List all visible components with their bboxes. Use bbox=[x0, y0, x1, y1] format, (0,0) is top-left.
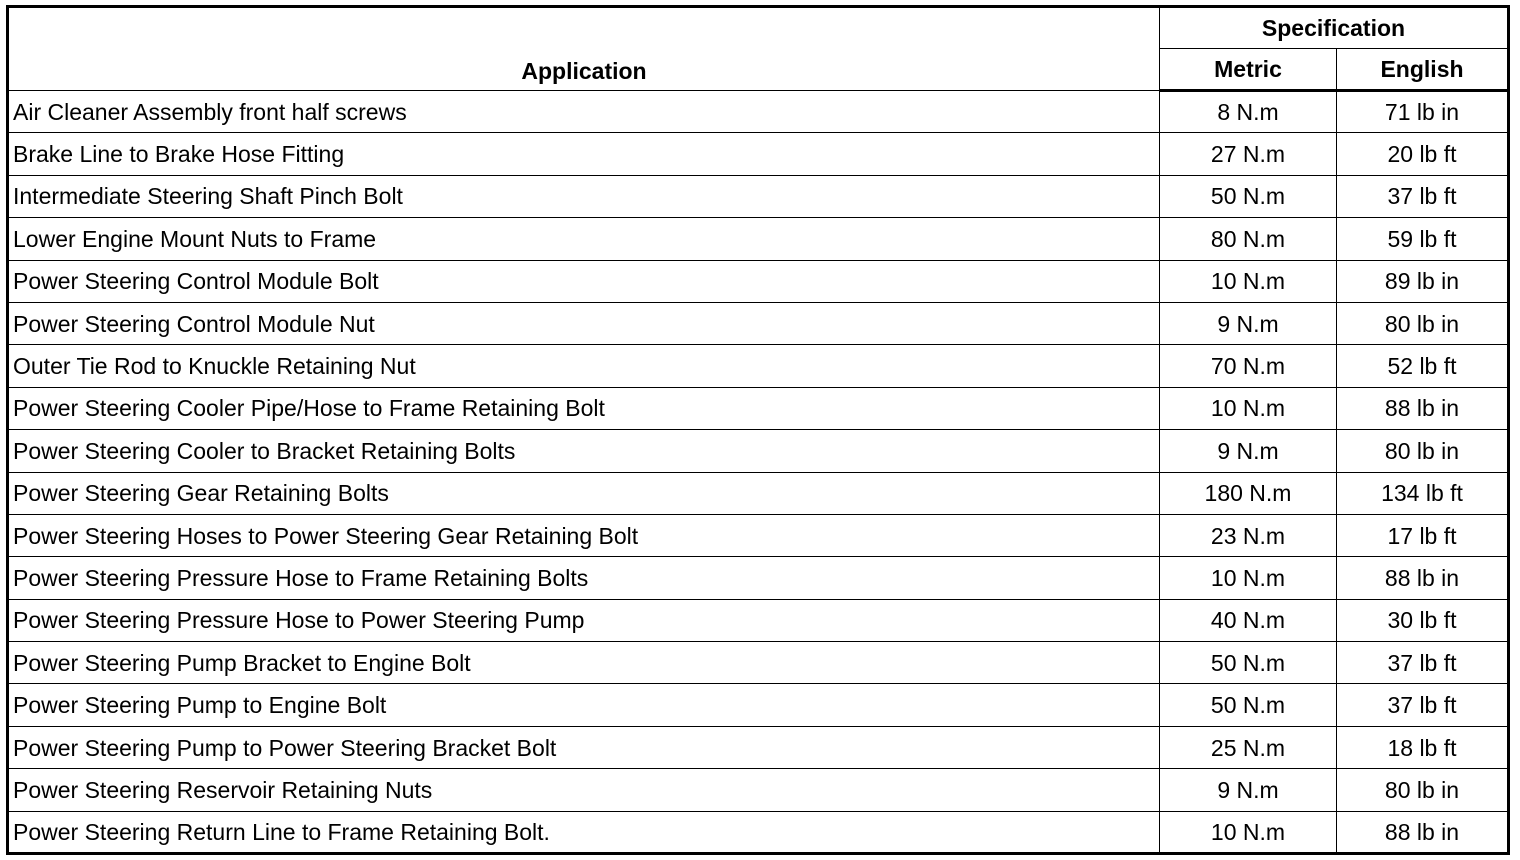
metric-column-header: Metric bbox=[1160, 49, 1337, 91]
application-cell: Power Steering Reservoir Retaining Nuts bbox=[8, 769, 1160, 811]
english-value-cell: 88 lb in bbox=[1337, 557, 1509, 599]
application-cell: Power Steering Return Line to Frame Retaining Bolt. bbox=[8, 811, 1160, 853]
table-row bbox=[8, 514, 1509, 556]
english-value-cell: 37 lb ft bbox=[1337, 642, 1509, 684]
table-row bbox=[8, 302, 1509, 344]
application-cell: Power Steering Pressure Hose to Power Steering Pump bbox=[8, 599, 1160, 641]
application-cell: Power Steering Control Module Nut bbox=[8, 302, 1160, 344]
table-row bbox=[8, 260, 1509, 302]
metric-value-cell: 10 N.m bbox=[1160, 811, 1337, 853]
english-value-cell: 88 lb in bbox=[1337, 387, 1509, 429]
application-cell: Power Steering Cooler Pipe/Hose to Frame Retaining Bolt bbox=[8, 387, 1160, 429]
metric-value-cell: 9 N.m bbox=[1160, 302, 1337, 344]
metric-value-cell: 10 N.m bbox=[1160, 557, 1337, 599]
english-value-cell: 88 lb in bbox=[1337, 811, 1509, 853]
fastener-specification-table bbox=[6, 5, 1510, 855]
table-body bbox=[8, 91, 1509, 854]
application-cell: Power Steering Pump to Power Steering Bracket Bolt bbox=[8, 726, 1160, 768]
table-row bbox=[8, 769, 1509, 811]
metric-value-cell: 23 N.m bbox=[1160, 514, 1337, 556]
metric-value-cell: 40 N.m bbox=[1160, 599, 1337, 641]
table-row bbox=[8, 133, 1509, 175]
application-cell: Power Steering Hoses to Power Steering Gear Retaining Bolt bbox=[8, 514, 1160, 556]
header-row-top bbox=[8, 7, 1509, 49]
table-row bbox=[8, 175, 1509, 217]
table-row bbox=[8, 91, 1509, 133]
english-column-header: English bbox=[1337, 49, 1509, 91]
application-cell: Power Steering Control Module Bolt bbox=[8, 260, 1160, 302]
metric-value-cell: 50 N.m bbox=[1160, 642, 1337, 684]
application-cell: Lower Engine Mount Nuts to Frame bbox=[8, 218, 1160, 260]
table-row bbox=[8, 387, 1509, 429]
english-value-cell: 52 lb ft bbox=[1337, 345, 1509, 387]
specification-column-header: Specification bbox=[1160, 7, 1509, 49]
english-value-cell: 37 lb ft bbox=[1337, 175, 1509, 217]
table-row bbox=[8, 218, 1509, 260]
metric-value-cell: 9 N.m bbox=[1160, 769, 1337, 811]
application-cell: Intermediate Steering Shaft Pinch Bolt bbox=[8, 175, 1160, 217]
metric-value-cell: 180 N.m bbox=[1160, 472, 1337, 514]
metric-value-cell: 80 N.m bbox=[1160, 218, 1337, 260]
table-row bbox=[8, 472, 1509, 514]
english-value-cell: 80 lb in bbox=[1337, 769, 1509, 811]
table-row bbox=[8, 599, 1509, 641]
application-cell: Brake Line to Brake Hose Fitting bbox=[8, 133, 1160, 175]
metric-value-cell: 50 N.m bbox=[1160, 684, 1337, 726]
english-value-cell: 80 lb in bbox=[1337, 302, 1509, 344]
application-cell: Power Steering Pump Bracket to Engine Bolt bbox=[8, 642, 1160, 684]
application-cell: Power Steering Pressure Hose to Frame Retaining Bolts bbox=[8, 557, 1160, 599]
metric-value-cell: 25 N.m bbox=[1160, 726, 1337, 768]
metric-value-cell: 27 N.m bbox=[1160, 133, 1337, 175]
english-value-cell: 18 lb ft bbox=[1337, 726, 1509, 768]
english-value-cell: 80 lb in bbox=[1337, 430, 1509, 472]
metric-value-cell: 9 N.m bbox=[1160, 430, 1337, 472]
english-value-cell: 17 lb ft bbox=[1337, 514, 1509, 556]
english-value-cell: 59 lb ft bbox=[1337, 218, 1509, 260]
table-row bbox=[8, 430, 1509, 472]
application-cell: Power Steering Pump to Engine Bolt bbox=[8, 684, 1160, 726]
application-cell: Air Cleaner Assembly front half screws bbox=[8, 91, 1160, 133]
table-row bbox=[8, 557, 1509, 599]
application-cell: Power Steering Cooler to Bracket Retaining Bolts bbox=[8, 430, 1160, 472]
metric-value-cell: 10 N.m bbox=[1160, 260, 1337, 302]
application-column-header: Application bbox=[8, 7, 1160, 91]
application-cell: Power Steering Gear Retaining Bolts bbox=[8, 472, 1160, 514]
english-value-cell: 71 lb in bbox=[1337, 91, 1509, 133]
application-cell: Outer Tie Rod to Knuckle Retaining Nut bbox=[8, 345, 1160, 387]
english-value-cell: 37 lb ft bbox=[1337, 684, 1509, 726]
table-row bbox=[8, 684, 1509, 726]
english-value-cell: 30 lb ft bbox=[1337, 599, 1509, 641]
table-row bbox=[8, 726, 1509, 768]
metric-value-cell: 8 N.m bbox=[1160, 91, 1337, 133]
english-value-cell: 134 lb ft bbox=[1337, 472, 1509, 514]
english-value-cell: 89 lb in bbox=[1337, 260, 1509, 302]
table-header bbox=[8, 7, 1509, 91]
table-row bbox=[8, 345, 1509, 387]
metric-value-cell: 50 N.m bbox=[1160, 175, 1337, 217]
table-row bbox=[8, 642, 1509, 684]
metric-value-cell: 10 N.m bbox=[1160, 387, 1337, 429]
table-row bbox=[8, 811, 1509, 853]
english-value-cell: 20 lb ft bbox=[1337, 133, 1509, 175]
metric-value-cell: 70 N.m bbox=[1160, 345, 1337, 387]
